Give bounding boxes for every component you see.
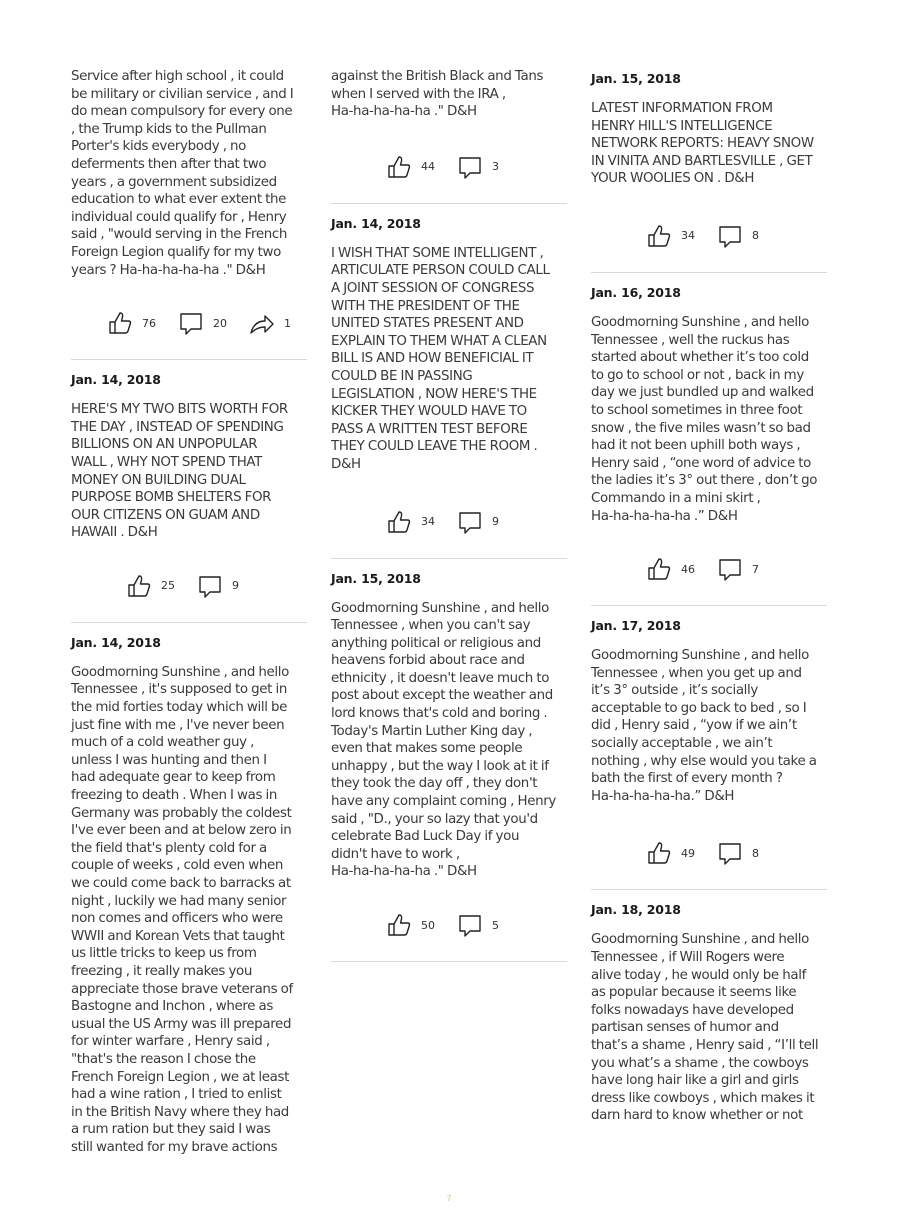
comment-button[interactable]: [717, 840, 759, 866]
post: [71, 68, 307, 360]
comment-button[interactable]: [717, 223, 759, 249]
post-body: Goodmorning Sunshine , and hello Tennessee , well the ruckus has started about whether it’s too cold to go to school or not , back in my day we just bundled up and walked to school sometimes in three foot snow , the five miles wasn’t so bad had it not been uphill both ways , Henry said , “one word of advice to the ladies it’s 3° out there , don’t go Commando in a mini skirt , Ha-ha-ha-ha-ha .” D&H: [591, 314, 818, 524]
column-3: [591, 66, 827, 1125]
post: [331, 68, 567, 204]
post-date: Jan. 18, 2018: [591, 902, 681, 918]
comment-count: 9: [232, 579, 239, 593]
comment-count: 8: [752, 846, 759, 860]
thumbs-up-icon: [646, 840, 672, 866]
post: [71, 372, 307, 623]
like-count: 34: [421, 515, 435, 528]
like-button[interactable]: [646, 223, 695, 249]
share-icon: [249, 310, 275, 336]
post-body: Goodmorning Sunshine , and hello Tennessee , if Will Rogers were alive today , he would only be half as popular because it seems like folks nowadays have developed partisan senses of humor and that’s a shame , Henry said , “I’ll tell you what’s a shame , the cowboys have long hair like a girl and girls dress like cowboys , which makes it darn hard to know whether or not: [591, 932, 819, 1124]
comment-icon: [717, 840, 743, 866]
comment-count: 3: [492, 160, 499, 174]
comment-count: 20: [213, 316, 227, 330]
like-button[interactable]: [646, 556, 695, 582]
like-count: 46: [681, 562, 695, 576]
thumbs-up-icon: [126, 573, 152, 599]
comment-icon: [197, 573, 223, 599]
thumbs-up-icon: [386, 154, 412, 180]
post-actions: [386, 903, 567, 947]
comment-button[interactable]: [457, 154, 499, 180]
post-actions: [646, 547, 827, 591]
like-count: 50: [421, 918, 435, 932]
post: [591, 902, 827, 1125]
thumbs-up-icon: [646, 556, 672, 582]
post-actions: [386, 145, 567, 189]
divider: [331, 203, 567, 204]
like-button[interactable]: [126, 573, 175, 599]
post: [591, 71, 827, 273]
like-count: 49: [681, 846, 695, 860]
post: [591, 285, 827, 606]
like-button[interactable]: [107, 310, 156, 336]
post-date: Jan. 17, 2018: [591, 618, 681, 634]
post-body: I WISH THAT SOME INTELLIGENT , ARTICULATE PERSON COULD CALL A JOINT SESSION OF CONGRESS WITH THE PRESIDENT OF THE UNITED STATES PRESENT AND EXPLAIN TO THEM WHAT A CLEAN BILL IS AND HOW BENEFICIAL IT COULD BE IN PASSING LEGISLATION , NOW HERE'S THE KICKER THEY WOULD HAVE TO PASS A WRITTEN TEST BEFORE THEY COULD LEAVE THE ROOM . D&H: [331, 245, 550, 472]
post-actions: [646, 831, 827, 875]
comment-button[interactable]: [457, 912, 499, 938]
column-2: [331, 66, 567, 962]
thumbs-up-icon: [386, 912, 412, 938]
post-date: Jan. 16, 2018: [591, 284, 681, 300]
post-body: Service after high school , it could be military or civilian service , and I do mean compulsory for every one , the Trump kids to the Pullman Porter's kids everybody , no deferments then after that two years , a government subsidized education to what ever extent the individual could qualify for , Henry said , "would serving in the French Foreign Legion qualify for my two years ? Ha-ha-ha-ha-ha ." D&H: [71, 69, 294, 278]
post-date: Jan. 15, 2018: [331, 570, 421, 586]
share-button[interactable]: [249, 310, 291, 336]
post: [331, 571, 567, 963]
like-count: 34: [681, 229, 695, 243]
thumbs-up-icon: [646, 223, 672, 249]
comment-icon: [178, 310, 204, 336]
post-date: Jan. 14, 2018: [71, 634, 161, 650]
comment-icon: [457, 154, 483, 180]
divider: [591, 272, 827, 273]
post-body: Goodmorning Sunshine , and hello Tennessee , when you get up and it’s 3° outside , it’s socially acceptable to go back to bed , so I did , Henry said , “yow if we ain’t socially acceptable , we ain’t nothing , why else would you take a bath the first of every month ? Ha-ha-ha-ha-ha.” D&H: [591, 648, 817, 804]
post: [71, 635, 307, 1157]
post-date: Jan. 14, 2018: [71, 372, 161, 388]
column-1: [71, 66, 307, 1157]
divider: [591, 889, 827, 890]
thumbs-up-icon: [386, 509, 412, 535]
post-date: Jan. 15, 2018: [591, 71, 681, 86]
post-actions: [646, 214, 827, 258]
post-body: Goodmorning Sunshine , and hello Tennessee , it's supposed to get in the mid forties today which will be just fine with me , I've never been much of a cold weather guy , unless I was hunting and then I had adequate gear to keep from freezing to death . When I was in Germany was probably the coldest I've ever been and at below zero in the field that's plenty cold for a couple of weeks , cold even when we could come back to barracks at night , luckily we had many senior non comes and officers who were WWII and Korean Vets that taught us little tricks to keep us from freezing , it really makes you appreciate those brave veterans of Bastogne and Inchon , where as usual the US Army was ill prepared for winter warfare , Henry said , "that's the reason I chose the French Foreign Legion , we at least had a wine ration , I tried to enlist in the British Navy where they had a rum ration but they said I was still wanted for my brave actions: [71, 664, 293, 1155]
divider: [71, 622, 307, 623]
like-button[interactable]: [386, 509, 435, 535]
comment-icon: [457, 509, 483, 535]
comment-count: 9: [492, 515, 499, 528]
post-body: LATEST INFORMATION FROM HENRY HILL'S INTELLIGENCE NETWORK REPORTS: HEAVY SNOW IN VINITA AND BARTLESVILLE , GET YOUR WOOLIES ON . D&H: [591, 101, 814, 187]
comment-icon: [457, 912, 483, 938]
comment-button[interactable]: [197, 573, 239, 599]
divider: [591, 605, 827, 606]
divider: [331, 558, 567, 559]
comment-button[interactable]: [178, 310, 227, 336]
like-count: 25: [161, 579, 175, 593]
post-body: Goodmorning Sunshine , and hello Tennessee , when you can't say anything political or religious and heavens forbid about race and ethnicity , it doesn't leave much to post about except the weather and lord knows that's cold and boring . Today's Martin Luther King day , even that makes some people unhappy , but the way I look at it if they took the day off , they don't have any complaint coming , Henry said , "D., your so lazy that you'd celebrate Bad Luck Day if you didn't have to work , Ha-ha-ha-ha-ha ." D&H: [331, 600, 556, 880]
post-body: HERE'S MY TWO BITS WORTH FOR THE DAY , INSTEAD OF SPENDING BILLIONS ON AN UNPOPULAR WALL , WHY NOT SPEND THAT MONEY ON BUILDING DUAL PURPOSE BOMB SHELTERS FOR OUR CITIZENS ON GUAM AND HAWAII . D&H: [71, 402, 288, 541]
post-actions: [107, 301, 307, 345]
comment-button[interactable]: [457, 509, 499, 535]
page-number: 7: [446, 1194, 452, 1203]
post-actions: [126, 564, 307, 608]
like-count: 76: [142, 316, 156, 330]
post-body: against the British Black and Tans when I served with the IRA , Ha-ha-ha-ha-ha ." D&H: [331, 69, 544, 120]
post: [331, 216, 567, 559]
like-count: 44: [421, 160, 435, 174]
divider: [71, 359, 307, 360]
post-actions: [386, 500, 567, 544]
comment-icon: [717, 223, 743, 249]
like-button[interactable]: [646, 840, 695, 866]
thumbs-up-icon: [107, 310, 133, 336]
post-date: Jan. 14, 2018: [331, 215, 421, 231]
comment-count: 8: [752, 229, 759, 243]
post: [591, 618, 827, 890]
comment-icon: [717, 556, 743, 582]
comment-button[interactable]: [717, 556, 759, 582]
divider: [331, 961, 567, 962]
share-count: 1: [284, 316, 291, 330]
comment-count: 5: [492, 918, 499, 932]
comment-count: 7: [752, 562, 759, 576]
like-button[interactable]: [386, 154, 435, 180]
like-button[interactable]: [386, 912, 435, 938]
